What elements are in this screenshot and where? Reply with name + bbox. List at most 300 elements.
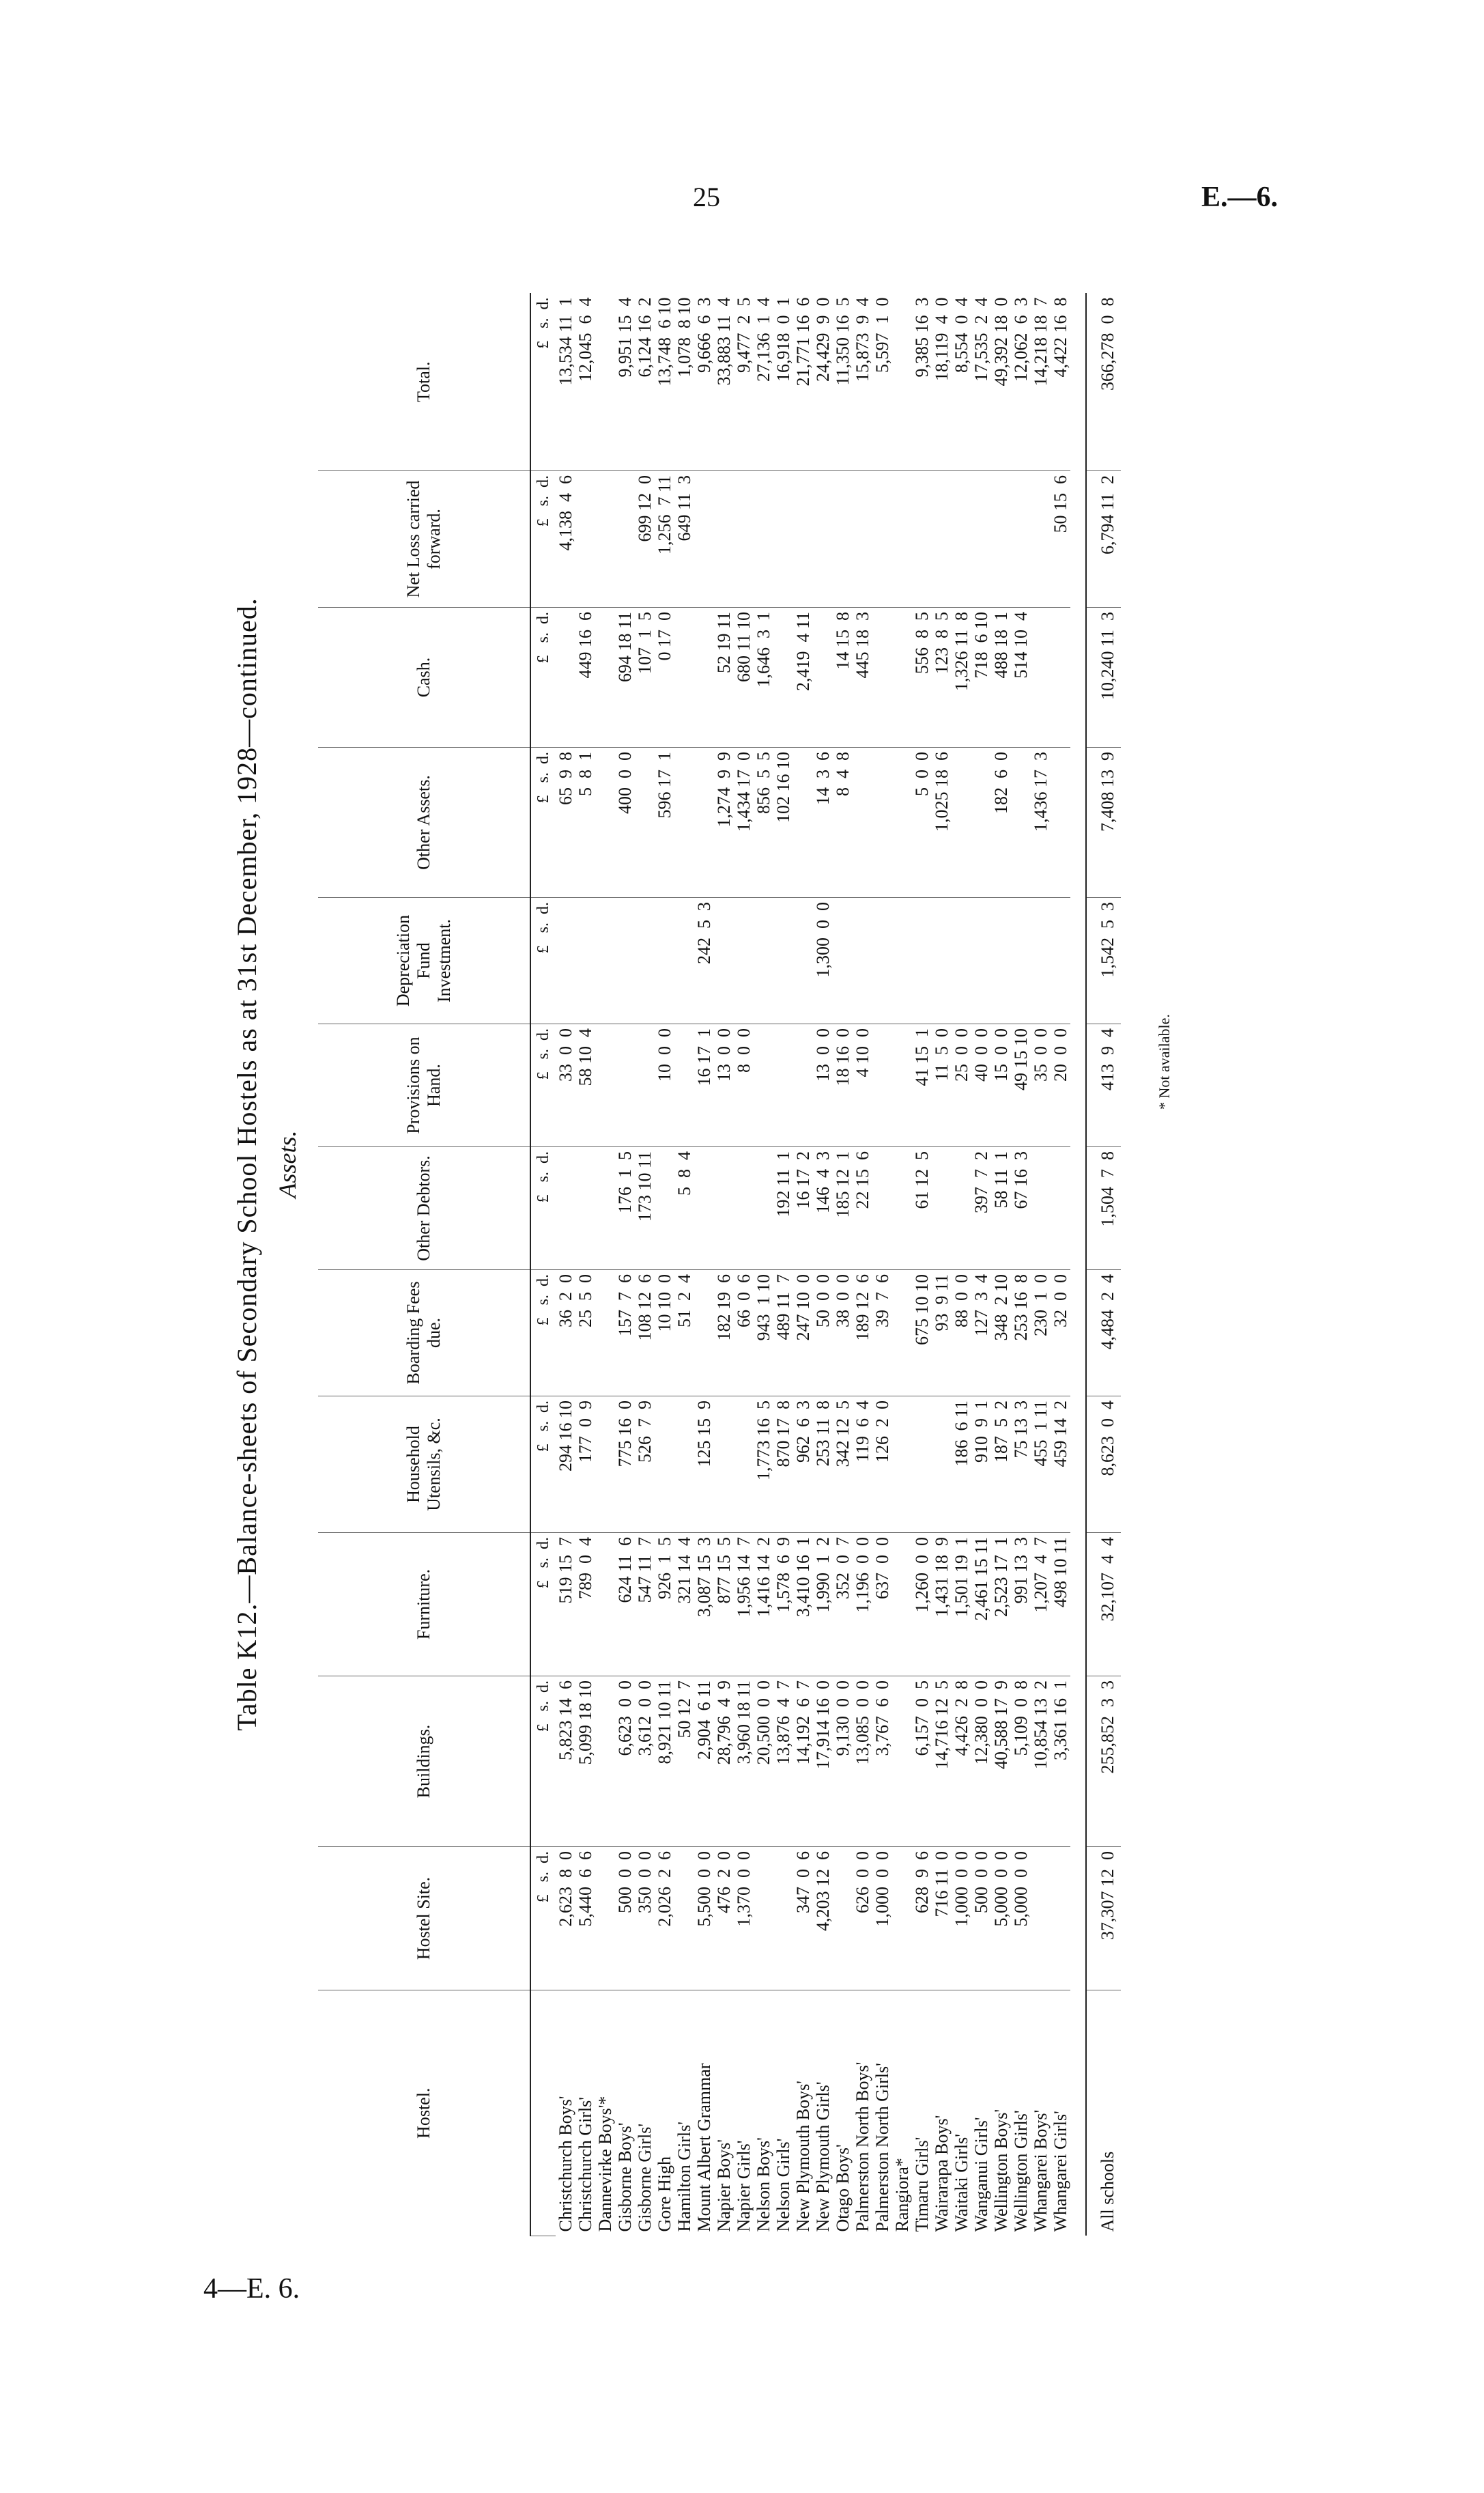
value-cell: 41 15 1 — [912, 1024, 932, 1147]
units-cell: £ s. d. — [530, 1024, 556, 1147]
hostel-name: Napier Girls' — [734, 2140, 754, 2232]
value-cell — [833, 898, 853, 1024]
value-cell — [1051, 608, 1070, 748]
table-row — [734, 294, 754, 2236]
hostel-name: Nelson Girls' — [773, 2138, 793, 2232]
value-cell: 185 12 1 — [833, 1147, 853, 1270]
value-cell: 14,218 18 7 — [1031, 294, 1051, 471]
value-cell: 1,000 0 0 — [872, 1847, 892, 1990]
value-cell — [556, 608, 575, 748]
hostel-name: Hamilton Girls' — [674, 2122, 694, 2232]
column-header: Hostel Site. — [318, 1847, 530, 1990]
value-cell: 127 3 4 — [971, 1270, 991, 1396]
value-cell: 11,350 16 5 — [833, 294, 853, 471]
value-cell: 12,062 6 3 — [1011, 294, 1031, 471]
value-cell: 962 6 3 — [793, 1396, 813, 1533]
table-row — [635, 294, 655, 2236]
value-cell: 66 0 6 — [734, 1270, 754, 1396]
value-cell — [892, 294, 912, 471]
value-cell: 40 0 0 — [971, 1024, 991, 1147]
value-cell — [734, 471, 754, 608]
value-cell: 294 16 10 — [556, 1396, 575, 1533]
hostel-name: Wanganui Girls' — [971, 2117, 991, 2232]
value-cell — [892, 748, 912, 898]
value-cell — [793, 471, 813, 608]
value-cell — [1051, 1147, 1070, 1270]
value-cell: 58 10 4 — [575, 1024, 595, 1147]
value-cell — [714, 1396, 734, 1533]
value-cell: 694 18 11 — [615, 608, 635, 748]
value-cell — [872, 1147, 892, 1270]
units-cell: £ s. d. — [530, 1270, 556, 1396]
value-cell — [754, 1024, 773, 1147]
value-cell: 1,025 18 6 — [932, 748, 952, 898]
value-cell: 6,157 0 5 — [912, 1676, 932, 1847]
value-cell: 321 14 4 — [674, 1533, 694, 1676]
hostel-name: Wellington Boys' — [991, 2109, 1011, 2232]
table-subtitle: Assets. — [274, 1130, 301, 1198]
value-cell: 366,278 0 8 — [1086, 294, 1121, 471]
totals-row — [1086, 294, 1121, 2236]
value-cell: 126 2 0 — [872, 1396, 892, 1533]
table-row — [754, 294, 773, 2236]
table-row — [833, 294, 853, 2236]
hostel-name: Gore High — [655, 2156, 674, 2232]
units-cell: £ s. d. — [530, 608, 556, 748]
value-cell: 8 0 0 — [734, 1024, 754, 1147]
value-cell: 680 11 10 — [734, 608, 754, 748]
value-cell — [971, 748, 991, 898]
value-cell — [793, 748, 813, 898]
value-cell: 65 9 8 — [556, 748, 575, 898]
column-header: Total. — [318, 294, 530, 471]
value-cell — [872, 608, 892, 748]
value-cell — [595, 1024, 615, 1147]
value-cell: 11 5 0 — [932, 1024, 952, 1147]
table-row — [595, 294, 615, 2236]
value-cell — [952, 748, 971, 898]
units-cell: £ s. d. — [530, 898, 556, 1024]
value-cell: 789 0 4 — [575, 1533, 595, 1676]
value-cell: 20 0 0 — [1051, 1024, 1070, 1147]
value-cell: 500 0 0 — [971, 1847, 991, 1990]
column-header: Hostel. — [318, 1990, 530, 2236]
spacer-cell — [1070, 294, 1086, 2236]
value-cell — [892, 1396, 912, 1533]
value-cell: 102 16 10 — [773, 748, 793, 898]
spacer-row — [1070, 294, 1086, 2236]
value-cell: 14 3 6 — [813, 748, 833, 898]
value-cell: 187 5 2 — [991, 1396, 1011, 1533]
table-row — [932, 294, 952, 2236]
value-cell: 13,534 11 1 — [556, 294, 575, 471]
value-cell: 9,666 6 3 — [694, 294, 714, 471]
value-cell — [1031, 471, 1051, 608]
value-cell — [932, 1396, 952, 1533]
value-cell — [595, 471, 615, 608]
value-cell: 25 5 0 — [575, 1270, 595, 1396]
value-cell: 4,138 4 6 — [556, 471, 575, 608]
value-cell — [595, 608, 615, 748]
value-cell: 926 1 5 — [655, 1533, 674, 1676]
value-cell: 455 1 11 — [1031, 1396, 1051, 1533]
value-cell: 8,554 0 4 — [952, 294, 971, 471]
value-cell: 4,422 16 8 — [1051, 294, 1070, 471]
value-cell: 352 0 7 — [833, 1533, 853, 1676]
value-cell — [1051, 898, 1070, 1024]
value-cell: 556 8 5 — [912, 608, 932, 748]
value-cell: 37,307 12 0 — [1086, 1847, 1121, 1990]
value-cell: 870 17 8 — [773, 1396, 793, 1533]
table-row — [793, 294, 813, 2236]
hostel-name: Wellington Girls' — [1011, 2110, 1031, 2232]
value-cell: 350 0 0 — [635, 1847, 655, 1990]
value-cell: 718 6 10 — [971, 608, 991, 748]
value-cell: 2,523 17 1 — [991, 1533, 1011, 1676]
hostel-name: Wairarapa Boys' — [932, 2115, 952, 2232]
units-cell: £ s. d. — [530, 1533, 556, 1676]
value-cell — [971, 898, 991, 1024]
table-row — [615, 294, 635, 2236]
value-cell — [734, 898, 754, 1024]
value-cell — [754, 1847, 773, 1990]
hostel-name: Dannevirke Boys'* — [595, 2096, 615, 2232]
value-cell: 177 0 9 — [575, 1396, 595, 1533]
value-cell: 88 0 0 — [952, 1270, 971, 1396]
value-cell: 13 0 0 — [813, 1024, 833, 1147]
value-cell — [773, 1847, 793, 1990]
value-cell — [892, 1847, 912, 1990]
value-cell: 27,136 1 4 — [754, 294, 773, 471]
value-cell — [655, 1147, 674, 1270]
value-cell — [595, 748, 615, 898]
value-cell: 4 10 0 — [853, 1024, 872, 1147]
value-cell: 50 12 7 — [674, 1676, 694, 1847]
value-cell: 488 18 1 — [991, 608, 1011, 748]
value-cell — [1011, 748, 1031, 898]
value-cell — [635, 898, 655, 1024]
value-cell: 4,484 2 4 — [1086, 1270, 1121, 1396]
value-cell: 519 15 7 — [556, 1533, 575, 1676]
value-cell: 5,000 0 0 — [1011, 1847, 1031, 1990]
value-cell: 6,623 0 0 — [615, 1676, 635, 1847]
value-cell — [912, 898, 932, 1024]
value-cell: 476 2 0 — [714, 1847, 734, 1990]
column-header: Net Loss carried forward. — [318, 471, 530, 608]
value-cell — [1011, 898, 1031, 1024]
value-cell: 675 10 10 — [912, 1270, 932, 1396]
footer-reference: 4—E. 6. — [203, 2273, 300, 2305]
value-cell: 5 8 1 — [575, 748, 595, 898]
value-cell — [694, 471, 714, 608]
hostel-name: New Plymouth Girls' — [813, 2081, 833, 2232]
value-cell — [575, 898, 595, 1024]
value-cell: 856 5 5 — [754, 748, 773, 898]
value-cell — [754, 898, 773, 1024]
value-cell: 348 2 10 — [991, 1270, 1011, 1396]
value-cell: 192 11 1 — [773, 1147, 793, 1270]
value-cell: 10 0 0 — [655, 1024, 674, 1147]
table-row — [952, 294, 971, 2236]
column-header: Furniture. — [318, 1533, 530, 1676]
value-cell: 93 9 11 — [932, 1270, 952, 1396]
value-cell: 459 14 2 — [1051, 1396, 1070, 1533]
column-header: Household Utensils, &c. — [318, 1396, 530, 1533]
table-row — [575, 294, 595, 2236]
value-cell — [714, 1147, 734, 1270]
value-cell: 628 9 6 — [912, 1847, 932, 1990]
value-cell: 28,796 4 9 — [714, 1676, 734, 1847]
value-cell: 9,385 16 3 — [912, 294, 932, 471]
value-cell: 1,956 14 7 — [734, 1533, 754, 1676]
value-cell: 5,109 0 8 — [1011, 1676, 1031, 1847]
value-cell: 108 12 6 — [635, 1270, 655, 1396]
hostel-name: Napier Boys' — [714, 2139, 734, 2232]
value-cell: 16 17 1 — [694, 1024, 714, 1147]
value-cell: 35 0 0 — [1031, 1024, 1051, 1147]
footnote: * Not available. — [1156, 1014, 1173, 1110]
column-header: Provisions on Hand. — [318, 1024, 530, 1147]
value-cell: 176 1 5 — [615, 1147, 635, 1270]
value-cell: 2,904 6 11 — [694, 1676, 714, 1847]
units-cell: £ s. d. — [530, 1147, 556, 1270]
value-cell: 9,951 15 4 — [615, 294, 635, 471]
value-cell: 123 8 5 — [932, 608, 952, 748]
value-cell: 649 11 3 — [674, 471, 694, 608]
value-cell — [674, 898, 694, 1024]
value-cell: 5,500 0 0 — [694, 1847, 714, 1990]
value-cell — [853, 748, 872, 898]
value-cell — [793, 1024, 813, 1147]
value-cell: 15,873 9 4 — [853, 294, 872, 471]
value-cell — [932, 898, 952, 1024]
value-cell — [833, 471, 853, 608]
value-cell — [694, 1147, 714, 1270]
document-reference: E.—6. — [1201, 182, 1279, 213]
value-cell: 3,612 0 0 — [635, 1676, 655, 1847]
value-cell: 3,087 15 3 — [694, 1533, 714, 1676]
column-header: Buildings. — [318, 1676, 530, 1847]
value-cell: 775 16 0 — [615, 1396, 635, 1533]
value-cell: 16,918 0 1 — [773, 294, 793, 471]
table-row — [556, 294, 575, 2236]
value-cell — [912, 1396, 932, 1533]
value-cell: 247 10 0 — [793, 1270, 813, 1396]
value-cell — [595, 1676, 615, 1847]
value-cell: 14 15 8 — [833, 608, 853, 748]
value-cell: 51 2 4 — [674, 1270, 694, 1396]
units-cell: £ s. d. — [530, 1676, 556, 1847]
value-cell — [556, 1147, 575, 1270]
value-cell: 13,748 6 10 — [655, 294, 674, 471]
value-cell: 626 0 0 — [853, 1847, 872, 1990]
hostel-name: Mount Albert Grammar — [694, 2063, 714, 2232]
table-row — [892, 294, 912, 2236]
value-cell: 10,240 11 3 — [1086, 608, 1121, 748]
value-cell: 637 0 0 — [872, 1533, 892, 1676]
column-header: Cash. — [318, 608, 530, 748]
value-cell: 1,326 11 8 — [952, 608, 971, 748]
value-cell: 14,716 12 5 — [932, 1676, 952, 1847]
value-cell — [714, 898, 734, 1024]
value-cell: 9,477 2 5 — [734, 294, 754, 471]
value-cell: 8,921 10 11 — [655, 1676, 674, 1847]
value-cell: 18,119 4 0 — [932, 294, 952, 471]
rotated-table-block — [231, 38, 1173, 2291]
value-cell: 146 4 3 — [813, 1147, 833, 1270]
value-cell — [952, 898, 971, 1024]
table-title: Table K12.—Balance-sheets of Secondary School Hostels as at 31st December, 1928—continued. — [231, 597, 262, 1731]
value-cell — [615, 471, 635, 608]
value-cell: 445 18 3 — [853, 608, 872, 748]
balance-sheet-table — [318, 294, 1121, 2237]
column-header: Boarding Fees due. — [318, 1270, 530, 1396]
value-cell: 1,196 0 0 — [853, 1533, 872, 1676]
value-cell: 1,000 0 0 — [952, 1847, 971, 1990]
value-cell: 10 10 0 — [655, 1270, 674, 1396]
value-cell — [872, 898, 892, 1024]
value-cell: 253 11 8 — [813, 1396, 833, 1533]
value-cell: 75 13 3 — [1011, 1396, 1031, 1533]
value-cell — [892, 1676, 912, 1847]
value-cell: 52 19 11 — [714, 608, 734, 748]
value-cell — [674, 1847, 694, 1990]
value-cell: 10,854 13 2 — [1031, 1676, 1051, 1847]
value-cell: 347 0 6 — [793, 1847, 813, 1990]
value-cell: 877 15 5 — [714, 1533, 734, 1676]
value-cell: 13,876 4 7 — [773, 1676, 793, 1847]
value-cell: 189 12 6 — [853, 1270, 872, 1396]
table-row — [655, 294, 674, 2236]
value-cell: 5,099 18 10 — [575, 1676, 595, 1847]
value-cell: 5 8 4 — [674, 1147, 694, 1270]
value-cell: 125 15 9 — [694, 1396, 714, 1533]
value-cell: 230 1 0 — [1031, 1270, 1051, 1396]
value-cell — [872, 1024, 892, 1147]
value-cell — [813, 608, 833, 748]
value-cell: 12,045 6 4 — [575, 294, 595, 471]
units-cell — [530, 1990, 556, 2236]
units-cell: £ s. d. — [530, 1396, 556, 1533]
page-number: 25 — [693, 182, 720, 212]
value-cell: 1,370 0 0 — [734, 1847, 754, 1990]
hostel-name: Timaru Girls' — [912, 2137, 932, 2232]
hostel-name: Christchurch Girls' — [575, 2097, 595, 2232]
table-row — [1031, 294, 1051, 2236]
hostel-name: Palmerston North Girls' — [872, 2063, 892, 2232]
value-cell: 400 0 0 — [615, 748, 635, 898]
value-cell: 1,436 17 3 — [1031, 748, 1051, 898]
value-cell: 33 0 0 — [556, 1024, 575, 1147]
value-cell — [635, 748, 655, 898]
value-cell: 1,207 4 7 — [1031, 1533, 1051, 1676]
value-cell: 38 0 0 — [833, 1270, 853, 1396]
value-cell — [595, 1147, 615, 1270]
value-cell: 186 6 11 — [952, 1396, 971, 1533]
value-cell: 1,434 17 0 — [734, 748, 754, 898]
value-cell: 1,542 5 3 — [1086, 898, 1121, 1024]
value-cell: 107 1 5 — [635, 608, 655, 748]
value-cell: 498 10 11 — [1051, 1533, 1070, 1676]
value-cell — [674, 1024, 694, 1147]
value-cell: 182 19 6 — [714, 1270, 734, 1396]
value-cell — [595, 1847, 615, 1990]
value-cell — [892, 1024, 912, 1147]
table-row — [991, 294, 1011, 2236]
table-row — [872, 294, 892, 2236]
value-cell: 50 0 0 — [813, 1270, 833, 1396]
hostel-name: Waitaki Girls' — [952, 2134, 971, 2232]
units-cell: £ s. d. — [530, 471, 556, 608]
column-header: Other Debtors. — [318, 1147, 530, 1270]
value-cell — [971, 471, 991, 608]
value-cell: 49,392 18 0 — [991, 294, 1011, 471]
value-cell: 12,380 0 0 — [971, 1676, 991, 1847]
value-cell — [595, 294, 615, 471]
value-cell: 5,000 0 0 — [991, 1847, 1011, 1990]
value-cell: 1,773 16 5 — [754, 1396, 773, 1533]
units-row — [530, 294, 556, 2236]
value-cell — [991, 898, 1011, 1024]
value-cell: 1,501 19 1 — [952, 1533, 971, 1676]
value-cell — [595, 1270, 615, 1396]
value-cell — [575, 471, 595, 608]
value-cell — [714, 471, 734, 608]
value-cell: 397 7 2 — [971, 1147, 991, 1270]
value-cell — [1031, 898, 1051, 1024]
value-cell: 58 11 1 — [991, 1147, 1011, 1270]
value-cell: 21,771 16 6 — [793, 294, 813, 471]
table-row — [853, 294, 872, 2236]
value-cell — [754, 1147, 773, 1270]
value-cell — [991, 471, 1011, 608]
value-cell — [853, 471, 872, 608]
value-cell — [892, 608, 912, 748]
value-cell — [615, 898, 635, 1024]
hostel-name: Whangarei Boys' — [1031, 2109, 1051, 2232]
value-cell: 1,274 9 9 — [714, 748, 734, 898]
value-cell: 22 15 6 — [853, 1147, 872, 1270]
value-cell: 253 16 8 — [1011, 1270, 1031, 1396]
value-cell — [1031, 608, 1051, 748]
value-cell: 255,852 3 3 — [1086, 1676, 1121, 1847]
value-cell — [853, 898, 872, 1024]
value-cell: 716 11 0 — [932, 1847, 952, 1990]
value-cell: 1,578 6 9 — [773, 1533, 793, 1676]
table-row — [674, 294, 694, 2236]
value-cell — [892, 898, 912, 1024]
value-cell: 1,990 1 2 — [813, 1533, 833, 1676]
value-cell: 547 11 7 — [635, 1533, 655, 1676]
value-cell: 1,504 7 8 — [1086, 1147, 1121, 1270]
column-header: Other Assets. — [318, 748, 530, 898]
value-cell: 4,203 12 6 — [813, 1847, 833, 1990]
value-cell: 8,623 0 4 — [1086, 1396, 1121, 1533]
value-cell — [1051, 748, 1070, 898]
value-cell: 413 9 4 — [1086, 1024, 1121, 1147]
value-cell: 5,597 1 0 — [872, 294, 892, 471]
value-cell: 5,823 14 6 — [556, 1676, 575, 1847]
units-cell: £ s. d. — [530, 1847, 556, 1990]
value-cell: 14,192 6 7 — [793, 1676, 813, 1847]
value-cell — [952, 471, 971, 608]
value-cell: 17,914 16 0 — [813, 1676, 833, 1847]
value-cell — [1031, 1847, 1051, 1990]
value-cell: 596 17 1 — [655, 748, 674, 898]
value-cell: 1,300 0 0 — [813, 898, 833, 1024]
value-cell — [595, 898, 615, 1024]
value-cell — [793, 898, 813, 1024]
